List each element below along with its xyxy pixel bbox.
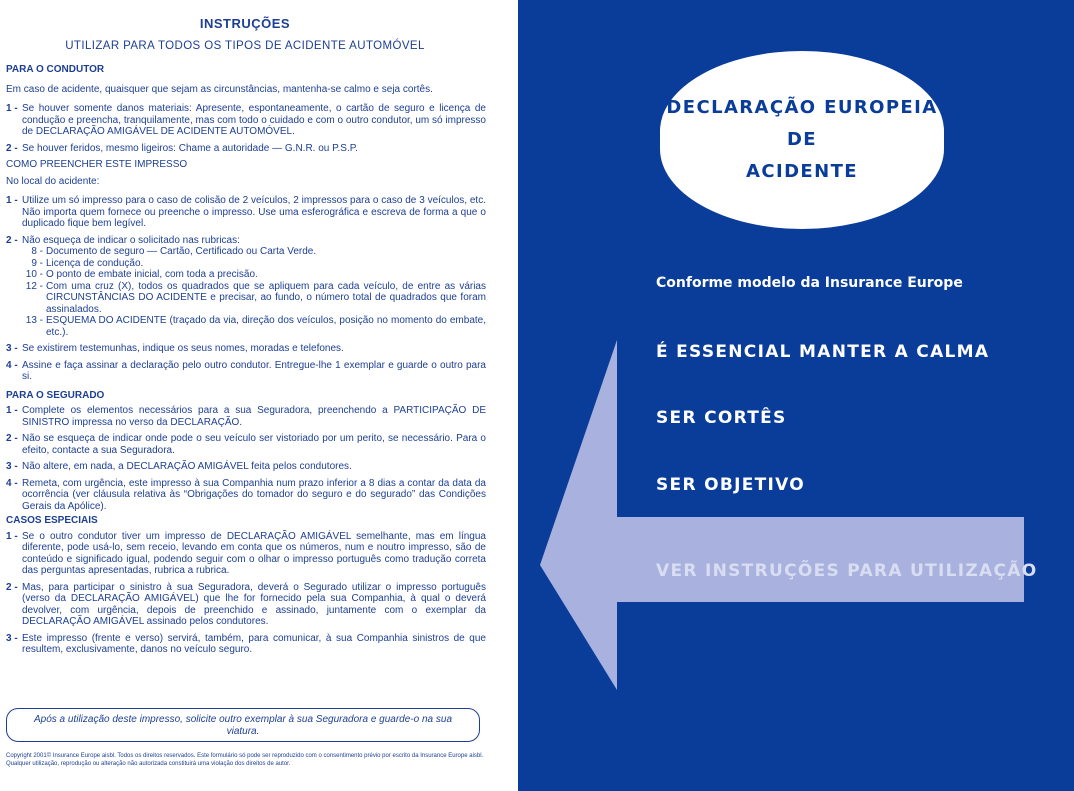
item-text: Se o outro condutor tiver um impresso de DECLARAÇÃO AMIGÁVEL semelhante, mas em língua diferente, pode usá-lo, sem receio, levando em conta que os números, num e noutro impresso, são de conteúdo e significado igual, podendo seguir com o olhar o impresso português como tradução correta das perguntas apresentadas, rubrica a rubrica. [22, 530, 486, 576]
list-item [6, 195, 486, 230]
item-number: 1 - [6, 103, 18, 114]
list-item [6, 433, 486, 456]
copyright-notice: Copyright 2001© Insurance Europe aisbl. Todos os direitos reservados. Este formulário só pode ser reproduzido com o consentimento prévio por escrito da Insurance Europe aisbl. Qualquer utilização, reprodução ou alteração não autorizada constituirá uma violação dos direitos de autor. [6, 753, 484, 767]
list-item [6, 633, 486, 656]
item-number: 3 - [6, 343, 18, 354]
oval-title-line: ACIDENTE [746, 161, 858, 182]
instructions-title: INSTRUÇÕES [199, 16, 291, 31]
sub-item [6, 315, 486, 338]
list-item [6, 478, 486, 513]
see-instructions-line: VER INSTRUÇÕES PARA UTILIZAÇÃO [656, 561, 1038, 581]
list-item [6, 143, 486, 155]
item-number: 1 - [6, 405, 18, 416]
item-text: Se houver somente danos materiais: Apresente, espontaneamente, o cartão de seguro e licença de condução e preencha, tranquilamente, mas com todo o cuidado e com o outro condutor, um só impresso de DECLARAÇÃO AMIGÁVEL DE ACIDENTE AUTOMÓVEL. [22, 103, 486, 137]
sub-item [6, 246, 486, 258]
section-heading-segurado: PARA O SEGURADO [6, 389, 105, 401]
sub-item-number: 9 - [31, 257, 43, 269]
item-text: Se existirem testemunhas, indique os seus nomes, moradas e telefones. [22, 343, 344, 354]
preencher-intro: No local do acidente: [6, 175, 100, 187]
item-number: 2 - [6, 142, 18, 154]
item-text: Complete os elementos necessários para a sua Seguradora, preenchendo a PARTICIPAÇÃO DE SINISTRO impressa no verso da DECLARAÇÃO. [22, 405, 486, 428]
sub-item-text: Com uma cruz (X), todos os quadrados que se apliquem para cada veículo, de entre as várias CIRCUNSTÂNCIAS DO ACIDENTE e precisar, ao fundo, o número total de quadrados que foram assinalados. [46, 280, 486, 315]
item-number: 2 - [6, 234, 18, 246]
cover-panel [518, 0, 1074, 791]
item-number: 1 - [6, 195, 18, 206]
item-text: Não esqueça de indicar o solicitado nas rubricas: [22, 234, 240, 246]
sub-item-text: Licença de condução. [46, 257, 144, 269]
sub-item-number: 8 - [31, 246, 43, 257]
list-item [6, 531, 486, 577]
sub-item-text: ESQUEMA DO ACIDENTE (traçado da via, direção dos veículos, posição no momento do embate, etc.). [46, 315, 486, 338]
sub-item [6, 281, 486, 316]
list-item [6, 103, 486, 138]
item-text: Se houver feridos, mesmo ligeiros: Chame a autoridade — G.N.R. ou P.S.P. [22, 142, 358, 154]
advice-line: SER OBJETIVO [656, 475, 806, 495]
list-item [6, 343, 486, 355]
title-oval [660, 51, 944, 229]
conforme-modelo: Conforme modelo da Insurance Europe [656, 275, 963, 291]
condutor-intro: Em caso de acidente, quaisquer que sejam as circunstâncias, mantenha-se calmo e seja cortês. [6, 83, 433, 95]
instructions-subtitle: UTILIZAR PARA TODOS OS TIPOS DE ACIDENTE AUTOMÓVEL [65, 40, 425, 52]
sub-item-number: 10 - [25, 269, 43, 280]
item-text: Este impresso (frente e verso) servirá, também, para comunicar, à sua Companhia sinistros de que resultem, exclusivamente, danos no veículo seguro. [22, 632, 486, 655]
list-item [6, 582, 486, 628]
after-use-note: Após a utilização deste impresso, solicite outro exemplar à sua Seguradora e guarde-o na sua viatura. [6, 708, 480, 742]
item-number: 3 - [6, 632, 18, 644]
oval-title-line: DECLARAÇÃO EUROPEIA [666, 97, 938, 118]
sub-item-text: Documento de seguro — Cartão, Certificado ou Carta Verde. [46, 246, 317, 257]
item-text: Não altere, em nada, a DECLARAÇÃO AMIGÁVEL feita pelos condutores. [22, 461, 352, 472]
sub-item-number: 12 - [25, 280, 43, 292]
sub-item-text: O ponto de embate inicial, com toda a precisão. [46, 269, 258, 280]
section-heading-condutor: PARA O CONDUTOR [6, 64, 105, 75]
oval-title-line: DE [786, 129, 818, 150]
item-number: 2 - [6, 581, 18, 593]
advice-line: SER CORTÊS [656, 408, 787, 428]
arrow-shape [540, 340, 1024, 690]
item-text: Utilize um só impresso para o caso de colisão de 2 veículos, 2 impressos para o caso de 3 veículos, etc. Não importa quem fornece ou preenche o impresso. Use uma esferográfica e escreva de forma a que o duplicado fique bem legível. [22, 195, 486, 229]
list-item [6, 235, 486, 247]
list-item [6, 360, 486, 383]
item-number: 3 - [6, 461, 18, 472]
sub-item-number: 13 - [25, 315, 43, 326]
instructions-content [6, 64, 486, 661]
sub-item [6, 258, 486, 270]
section-heading-especiais: CASOS ESPECIAIS [6, 515, 98, 526]
item-text: Remeta, com urgência, este impresso à sua Companhia num prazo inferior a 8 dias a contar da data da ocorrência (ver cláusula relativa às “Obrigações do tomador do seguro e do segurado” das Condições Gerais da Apólice). [22, 477, 486, 512]
section-heading-preencher: COMO PREENCHER ESTE IMPRESSO [6, 159, 188, 170]
item-number: 4 - [6, 477, 18, 489]
item-text: Não se esqueça de indicar onde pode o seu veículo ser vistoriado por um perito, se necessário. Para o efeito, contacte a sua Seguradora. [22, 433, 486, 456]
instructions-panel [0, 0, 518, 791]
item-number: 4 - [6, 359, 18, 371]
item-number: 1 - [6, 530, 18, 542]
list-item [6, 405, 486, 428]
advice-line: É ESSENCIAL MANTER A CALMA [656, 342, 990, 362]
list-item [6, 461, 486, 473]
item-text: Assine e faça assinar a declaração pelo outro condutor. Entregue-lhe 1 exemplar e guarde o outro para si. [22, 359, 486, 382]
item-number: 2 - [6, 433, 18, 444]
sub-item [6, 269, 486, 281]
item-text: Mas, para participar o sinistro à sua Seguradora, deverá o Segurado utilizar o impresso português (verso da DECLARAÇÃO AMIGÁVEL) que lhe for fornecido pela sua Companhia, à qual o deverá devolver, com urgência, depois de preenchido e assinado, juntamente com o exemplar da DECLARAÇÃO AMIGÁVEL assinado pelos condutores. [22, 581, 486, 627]
